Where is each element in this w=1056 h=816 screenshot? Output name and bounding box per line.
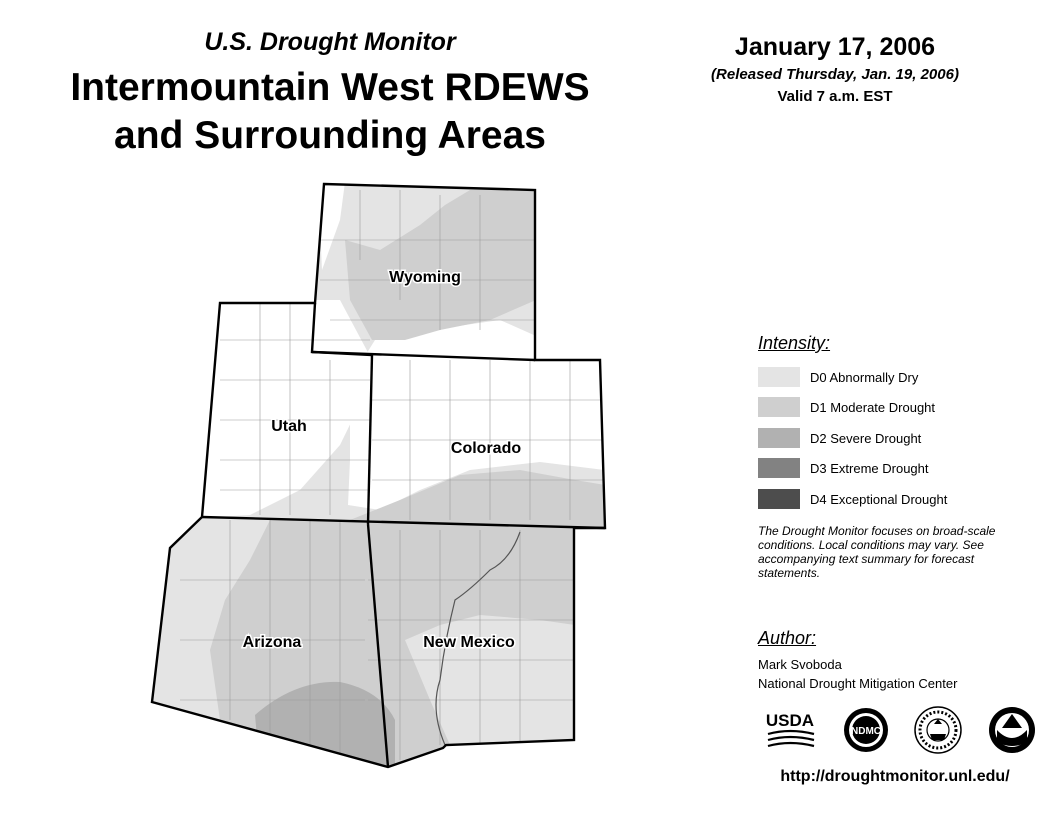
ndmc-logo-text: NDMC (851, 726, 881, 737)
author-name: Mark Svoboda (758, 657, 842, 672)
legend-swatch (758, 428, 800, 448)
usda-logo-text: USDA (765, 711, 815, 730)
legend-swatch (758, 397, 800, 417)
legend-heading: Intensity: (758, 333, 831, 353)
footer-url-link[interactable]: http://droughtmonitor.unl.edu/ (780, 768, 1010, 785)
legend-item-d2 (758, 428, 921, 448)
legend-label: D4 Exceptional Drought (810, 491, 948, 507)
release-date: (Released Thursday, Jan. 19, 2006) (711, 66, 959, 83)
legend-item-d0 (758, 367, 918, 387)
legend-item-d4 (758, 489, 947, 509)
legend-swatch (758, 367, 800, 387)
commerce-seal-logo (915, 707, 961, 753)
legend-label: D3 Extreme Drought (810, 460, 929, 476)
state-label-utah: Utah (271, 418, 307, 435)
legend-item-d1 (758, 397, 935, 417)
state-label-wyoming: Wyoming (389, 269, 461, 286)
noaa-logo (989, 707, 1035, 753)
valid-time: Valid 7 a.m. EST (777, 88, 893, 105)
state-label-arizona: Arizona (242, 634, 302, 651)
legend-swatch (758, 489, 800, 509)
state-label-colorado: Colorado (450, 440, 522, 457)
legend-swatch (758, 458, 800, 478)
drought-shading (140, 170, 620, 780)
ndmc-logo (844, 708, 888, 752)
legend-note: The Drought Monitor focuses on broad-scale conditions. Local conditions may vary. See accompanying text summary for forecast statements. (758, 524, 996, 580)
legend-label: D1 Moderate Drought (810, 399, 936, 415)
legend-label: D0 Abnormally Dry (810, 369, 919, 385)
map-date: January 17, 2006 (734, 33, 936, 61)
agency-logos (762, 706, 1046, 758)
state-label-new-mexico: New Mexico (423, 634, 515, 651)
legend-item-d3 (758, 458, 929, 478)
author-organization: National Drought Mitigation Center (758, 676, 958, 691)
map-title-line2: and Surrounding Areas (114, 114, 546, 157)
map-title-line1: Intermountain West RDEWS (70, 66, 590, 109)
usda-logo (766, 711, 814, 746)
map-subtitle: U.S. Drought Monitor (204, 28, 456, 56)
legend-label: D2 Severe Drought (810, 430, 922, 446)
author-heading: Author: (758, 628, 817, 648)
